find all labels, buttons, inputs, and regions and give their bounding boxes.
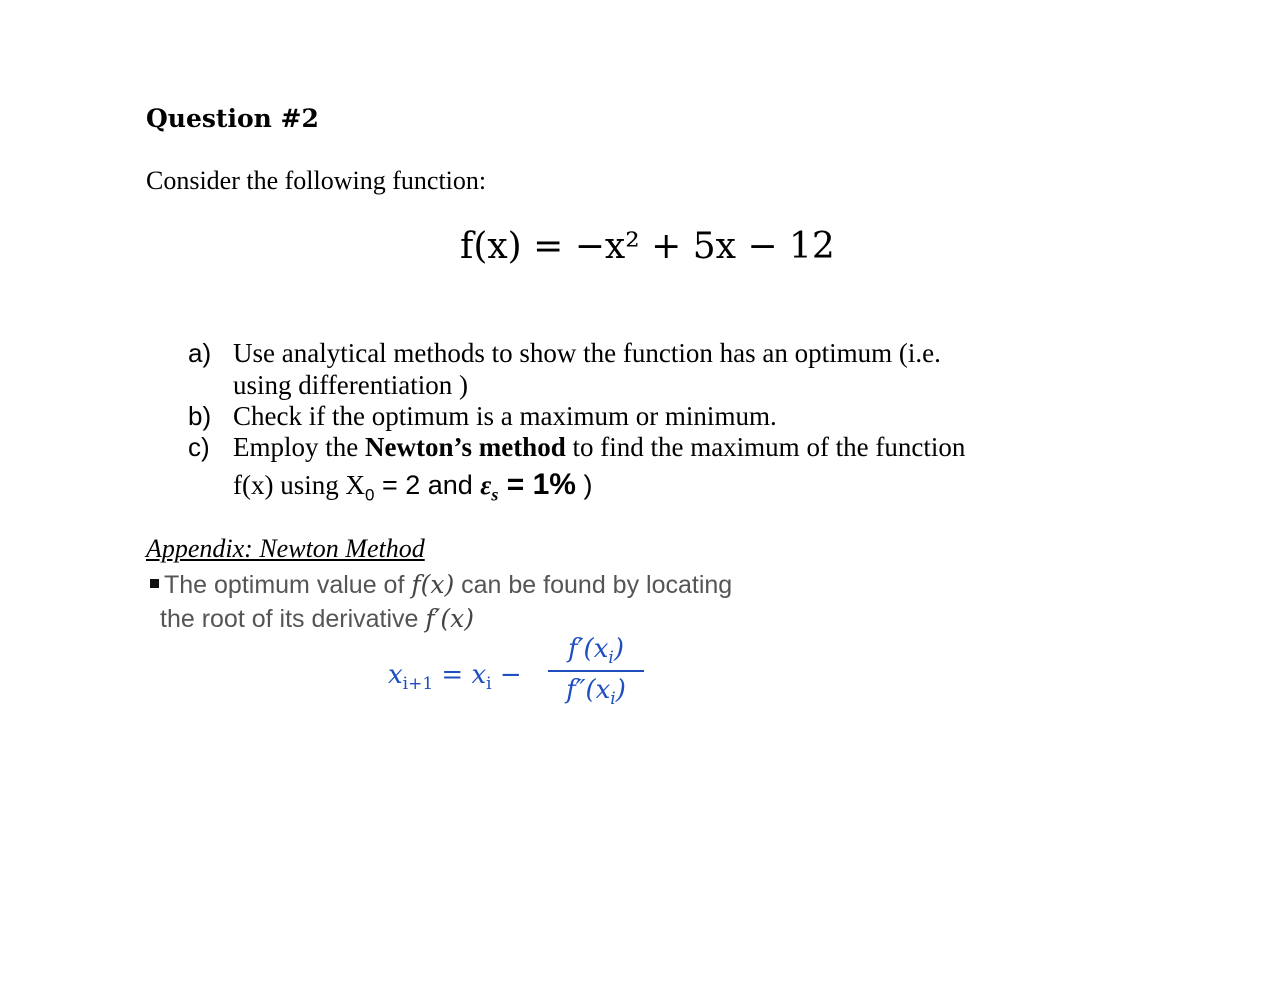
part-a-line2: using differentiation ) [233, 370, 468, 400]
bullet-line2-math: f′(x) [425, 604, 474, 633]
part-c-line2 [233, 468, 592, 505]
part-c-line1 [233, 432, 965, 463]
question-intro: Consider the following function: [146, 166, 487, 195]
bullet-line1-pre: The optimum value of [164, 571, 412, 599]
part-b-line1: Check if the optimum is a maximum or minimum. [233, 401, 777, 431]
newton-lhs-x: x [388, 660, 403, 690]
numerator-sub: i [608, 648, 614, 669]
question-heading: Question #2 [146, 104, 319, 133]
newton-lhs [388, 660, 522, 694]
part-c-line1-bold: Newton’s method [364, 432, 566, 462]
bullet-line2-pre: the root of its derivative [160, 605, 426, 633]
bullet-line1-post: can be found by locating [454, 571, 733, 599]
part-a-line1: Use analytical methods to show the function has an optimum (i.e. [233, 338, 941, 368]
newton-minus: − [491, 660, 522, 690]
newton-eq-sub: i [486, 674, 492, 695]
denominator-sub: i [610, 689, 616, 710]
denominator-end: ) [615, 675, 626, 706]
part-c-line1-pre: Employ the [233, 432, 365, 462]
part-b-marker: b) [188, 401, 212, 431]
newton-denominator [548, 675, 644, 709]
newton-lhs-sub: i+1 [402, 674, 434, 695]
denominator-text: f″(x [566, 675, 611, 706]
part-c-eps: ε [480, 470, 492, 500]
newton-numerator [548, 634, 644, 668]
part-a-marker: a) [188, 338, 212, 368]
bullet-line1-math: f(x) [411, 570, 455, 599]
appendix-bullet-line1 [150, 570, 732, 600]
part-c-line2-end: ) [575, 470, 593, 500]
part-c-eps-sub: s [491, 484, 499, 505]
part-c-line2-sub: 0 [364, 485, 375, 505]
part-c-line2-pre: f(x) using X [233, 470, 365, 500]
bullet-square-icon [150, 579, 159, 588]
part-c-eq: = 1% [498, 468, 576, 501]
part-c-line2-mid: = 2 and [374, 470, 481, 500]
appendix-bullet-line2 [160, 604, 474, 634]
newton-fraction [548, 634, 644, 709]
main-formula: f(x) = −x² + 5x − 12 [460, 226, 835, 267]
newton-eq: = x [433, 660, 487, 690]
part-c-line1-post: to find the maximum of the function [565, 432, 966, 462]
part-c-marker: c) [188, 432, 210, 462]
fraction-bar [548, 670, 644, 672]
numerator-text: f′(x [568, 634, 609, 664]
numerator-end: ) [613, 634, 624, 664]
appendix-title: Appendix: Newton Method [146, 534, 425, 563]
